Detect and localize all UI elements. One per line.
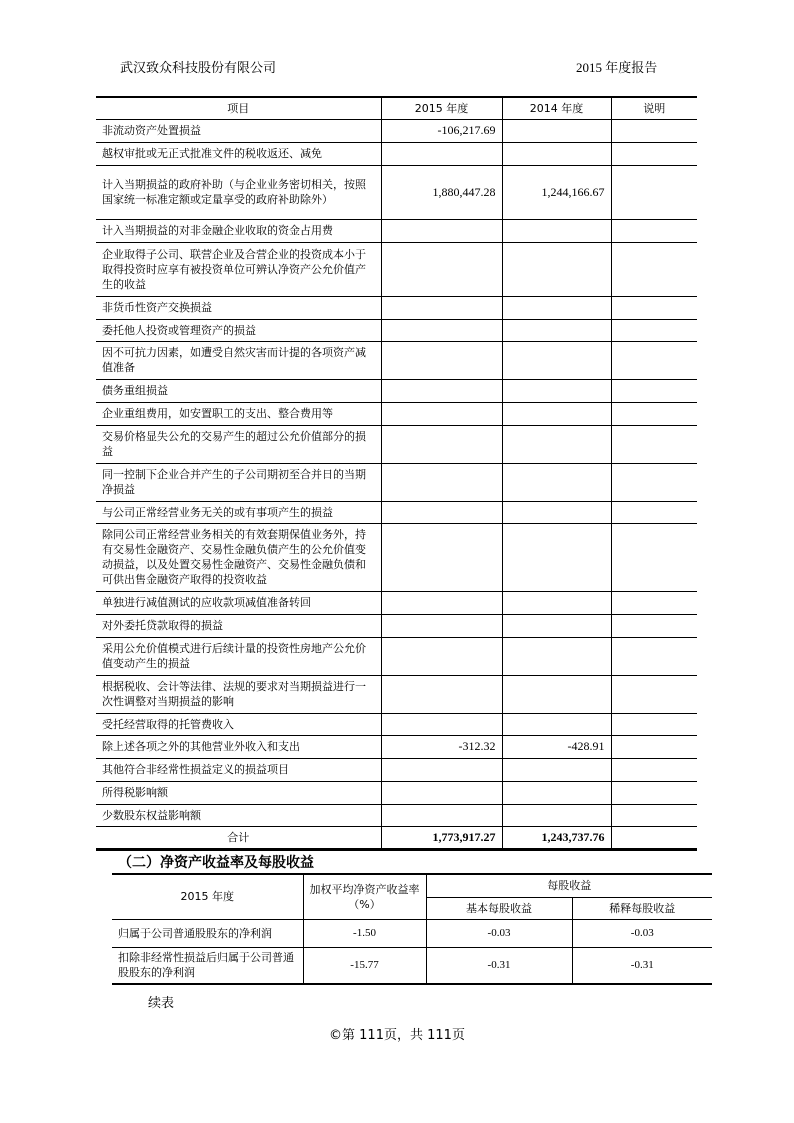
value-2014 (502, 379, 611, 402)
row-item-label: 采用公允价值模式进行后续计量的投资性房地产公允价值变动产生的损益 (96, 637, 381, 675)
page-current: 111 (359, 1028, 384, 1043)
eps-header: 每股收益 (426, 874, 712, 897)
roe-eps-table (112, 873, 712, 985)
roe-header: 加权平均净资产收益率（%） (303, 874, 426, 919)
value-2015 (381, 341, 502, 379)
column-header-note: 说明 (611, 97, 697, 119)
total-note (611, 826, 697, 849)
column-header-2014: 2014 年度 (502, 97, 611, 119)
row-item-label: 根据税收、会计等法律、法规的要求对当期损益进行一次性调整对当期损益的影响 (96, 675, 381, 713)
row-note (611, 119, 697, 142)
row-item-label: 非货币性资产交换损益 (96, 296, 381, 319)
row-note (611, 379, 697, 402)
table-row (96, 242, 697, 296)
table-row (96, 296, 697, 319)
table-row (96, 758, 697, 781)
total-2014: 1,243,737.76 (502, 826, 611, 849)
row-note (611, 425, 697, 463)
page-mid: 页，共 (383, 1028, 423, 1043)
basic-eps-header: 基本每股收益 (426, 897, 572, 919)
value-2015 (381, 758, 502, 781)
row-note (611, 735, 697, 758)
table-row (96, 165, 697, 219)
value-2014 (502, 402, 611, 425)
value-2015 (381, 142, 502, 165)
page-footer (0, 1024, 794, 1043)
row-item-label: 同一控制下企业合并产生的子公司期初至合并日的当期净损益 (96, 463, 381, 501)
value-2015 (381, 675, 502, 713)
value-2014 (502, 804, 611, 826)
section-title: （二）净资产收益率及每股收益 (118, 855, 314, 871)
table-row (96, 425, 697, 463)
value-2014 (502, 319, 611, 341)
value-2014 (502, 713, 611, 735)
row-item-label: 交易价格显失公允的交易产生的超过公允价值部分的损益 (96, 425, 381, 463)
row-item-label: 少数股东权益影响额 (96, 804, 381, 826)
table-row (96, 637, 697, 675)
row-note (611, 402, 697, 425)
report-year: 2015 (576, 60, 602, 75)
diluted-eps-value: -0.31 (572, 947, 712, 984)
total-row (96, 826, 697, 849)
row-item-label: 与公司正常经营业务无关的或有事项产生的损益 (96, 501, 381, 523)
row-label: 扣除非经常性损益后归属于公司普通股股东的净利润 (112, 947, 303, 984)
table-row (96, 379, 697, 402)
row-note (611, 319, 697, 341)
row-item-label: 计入当期损益的对非金融企业收取的资金占用费 (96, 219, 381, 242)
value-2015 (381, 219, 502, 242)
value-2015 (381, 425, 502, 463)
value-2015 (381, 713, 502, 735)
value-2015 (381, 402, 502, 425)
value-2015 (381, 591, 502, 614)
row-item-label: 单独进行减值测试的应收款项减值准备转回 (96, 591, 381, 614)
value-2014 (502, 637, 611, 675)
continued-label: 续表 (148, 996, 175, 1011)
row-note (611, 341, 697, 379)
diluted-eps-header: 稀释每股收益 (572, 897, 712, 919)
row-note (611, 165, 697, 219)
row-item-label: 非流动资产处置损益 (96, 119, 381, 142)
value-2015 (381, 296, 502, 319)
value-2014: -428.91 (502, 735, 611, 758)
row-note (611, 781, 697, 804)
row-note (611, 142, 697, 165)
value-2014: 1,244,166.67 (502, 165, 611, 219)
value-2014 (502, 341, 611, 379)
value-2015 (381, 319, 502, 341)
value-2014 (502, 523, 611, 591)
basic-eps-value: -0.31 (426, 947, 572, 984)
row-note (611, 463, 697, 501)
value-2014 (502, 463, 611, 501)
table-row (96, 463, 697, 501)
row-note (611, 523, 697, 591)
table-row (96, 735, 697, 758)
row-item-label: 计入当期损益的政府补助（与企业业务密切相关，按照国家统一标准定额或定量享受的政府补助除外） (96, 165, 381, 219)
row-item-label: 债务重组损益 (96, 379, 381, 402)
row-note (611, 219, 697, 242)
value-2014 (502, 758, 611, 781)
value-2014 (502, 242, 611, 296)
value-2015 (381, 781, 502, 804)
value-2014 (502, 675, 611, 713)
row-label: 归属于公司普通股股东的净利润 (112, 919, 303, 947)
value-2014 (502, 142, 611, 165)
table-row (96, 591, 697, 614)
value-2015 (381, 242, 502, 296)
row-item-label: 除上述各项之外的其他营业外收入和支出 (96, 735, 381, 758)
row-note (611, 614, 697, 637)
value-2015 (381, 379, 502, 402)
row-note (611, 804, 697, 826)
table-row (96, 319, 697, 341)
table-row (96, 713, 697, 735)
page-total: 111 (427, 1028, 452, 1043)
row-note (611, 501, 697, 523)
row-item-label: 企业取得子公司、联营企业及合营企业的投资成本小于取得投资时应享有被投资单位可辨认净资产公允价值产生的收益 (96, 242, 381, 296)
table-row (96, 804, 697, 826)
value-2015 (381, 463, 502, 501)
diluted-eps-value: -0.03 (572, 919, 712, 947)
company-name: 武汉致众科技股份有限公司 (120, 61, 277, 76)
row-item-label: 其他符合非经常性损益定义的损益项目 (96, 758, 381, 781)
table-header-row (112, 874, 712, 897)
value-2015 (381, 614, 502, 637)
table-row (96, 781, 697, 804)
row-note (611, 675, 697, 713)
row-item-label: 因不可抗力因素，如遭受自然灾害而计提的各项资产减值准备 (96, 341, 381, 379)
basic-eps-value: -0.03 (426, 919, 572, 947)
page-prefix: 第 (342, 1028, 356, 1043)
table-row (96, 119, 697, 142)
row-note (611, 242, 697, 296)
table-row (96, 341, 697, 379)
row-note (611, 713, 697, 735)
row-note (611, 591, 697, 614)
table-row (96, 142, 697, 165)
value-2014 (502, 781, 611, 804)
roe-value: -1.50 (303, 919, 426, 947)
value-2014 (502, 425, 611, 463)
row-item-label: 委托他人投资或管理资产的损益 (96, 319, 381, 341)
value-2014 (502, 296, 611, 319)
value-2014 (502, 501, 611, 523)
row-note (611, 296, 697, 319)
non-recurring-gains-table (96, 96, 697, 851)
table-row (112, 947, 712, 984)
value-2015 (381, 523, 502, 591)
value-2014 (502, 614, 611, 637)
report-title (576, 57, 657, 76)
row-item-label: 受托经营取得的托管费收入 (96, 713, 381, 735)
value-2015: -312.32 (381, 735, 502, 758)
report-label: 年度报告 (605, 61, 658, 76)
table-row (96, 402, 697, 425)
roe-value: -15.77 (303, 947, 426, 984)
total-2015: 1,773,917.27 (381, 826, 502, 849)
value-2015: -106,217.69 (381, 119, 502, 142)
value-2014 (502, 591, 611, 614)
table-row (112, 919, 712, 947)
value-2015 (381, 637, 502, 675)
table-row (96, 501, 697, 523)
copyright-icon: © (329, 1028, 342, 1043)
row-item-label: 除同公司正常经营业务相关的有效套期保值业务外，持有交易性金融资产、交易性金融负债产生的公允价值变动损益，以及处置交易性金融资产、交易性金融负债和可供出售金融资产取得的投资收益 (96, 523, 381, 591)
row-note (611, 758, 697, 781)
value-2015: 1,880,447.28 (381, 165, 502, 219)
row-item-label: 对外委托贷款取得的损益 (96, 614, 381, 637)
table-header-row (96, 97, 697, 119)
value-2014 (502, 119, 611, 142)
row-item-label: 越权审批或无正式批准文件的税收返还、减免 (96, 142, 381, 165)
row-item-label: 企业重组费用，如安置职工的支出、整合费用等 (96, 402, 381, 425)
row-note (611, 637, 697, 675)
table-row (96, 614, 697, 637)
value-2015 (381, 804, 502, 826)
total-label: 合计 (96, 826, 381, 849)
column-header-2015: 2015 年度 (381, 97, 502, 119)
value-2014 (502, 219, 611, 242)
period-header: 2015 年度 (112, 874, 303, 919)
column-header-item: 项目 (96, 97, 381, 119)
value-2015 (381, 501, 502, 523)
row-item-label: 所得税影响额 (96, 781, 381, 804)
page-suffix: 页 (451, 1028, 465, 1043)
table-row (96, 675, 697, 713)
table-row (96, 523, 697, 591)
table-row (96, 219, 697, 242)
